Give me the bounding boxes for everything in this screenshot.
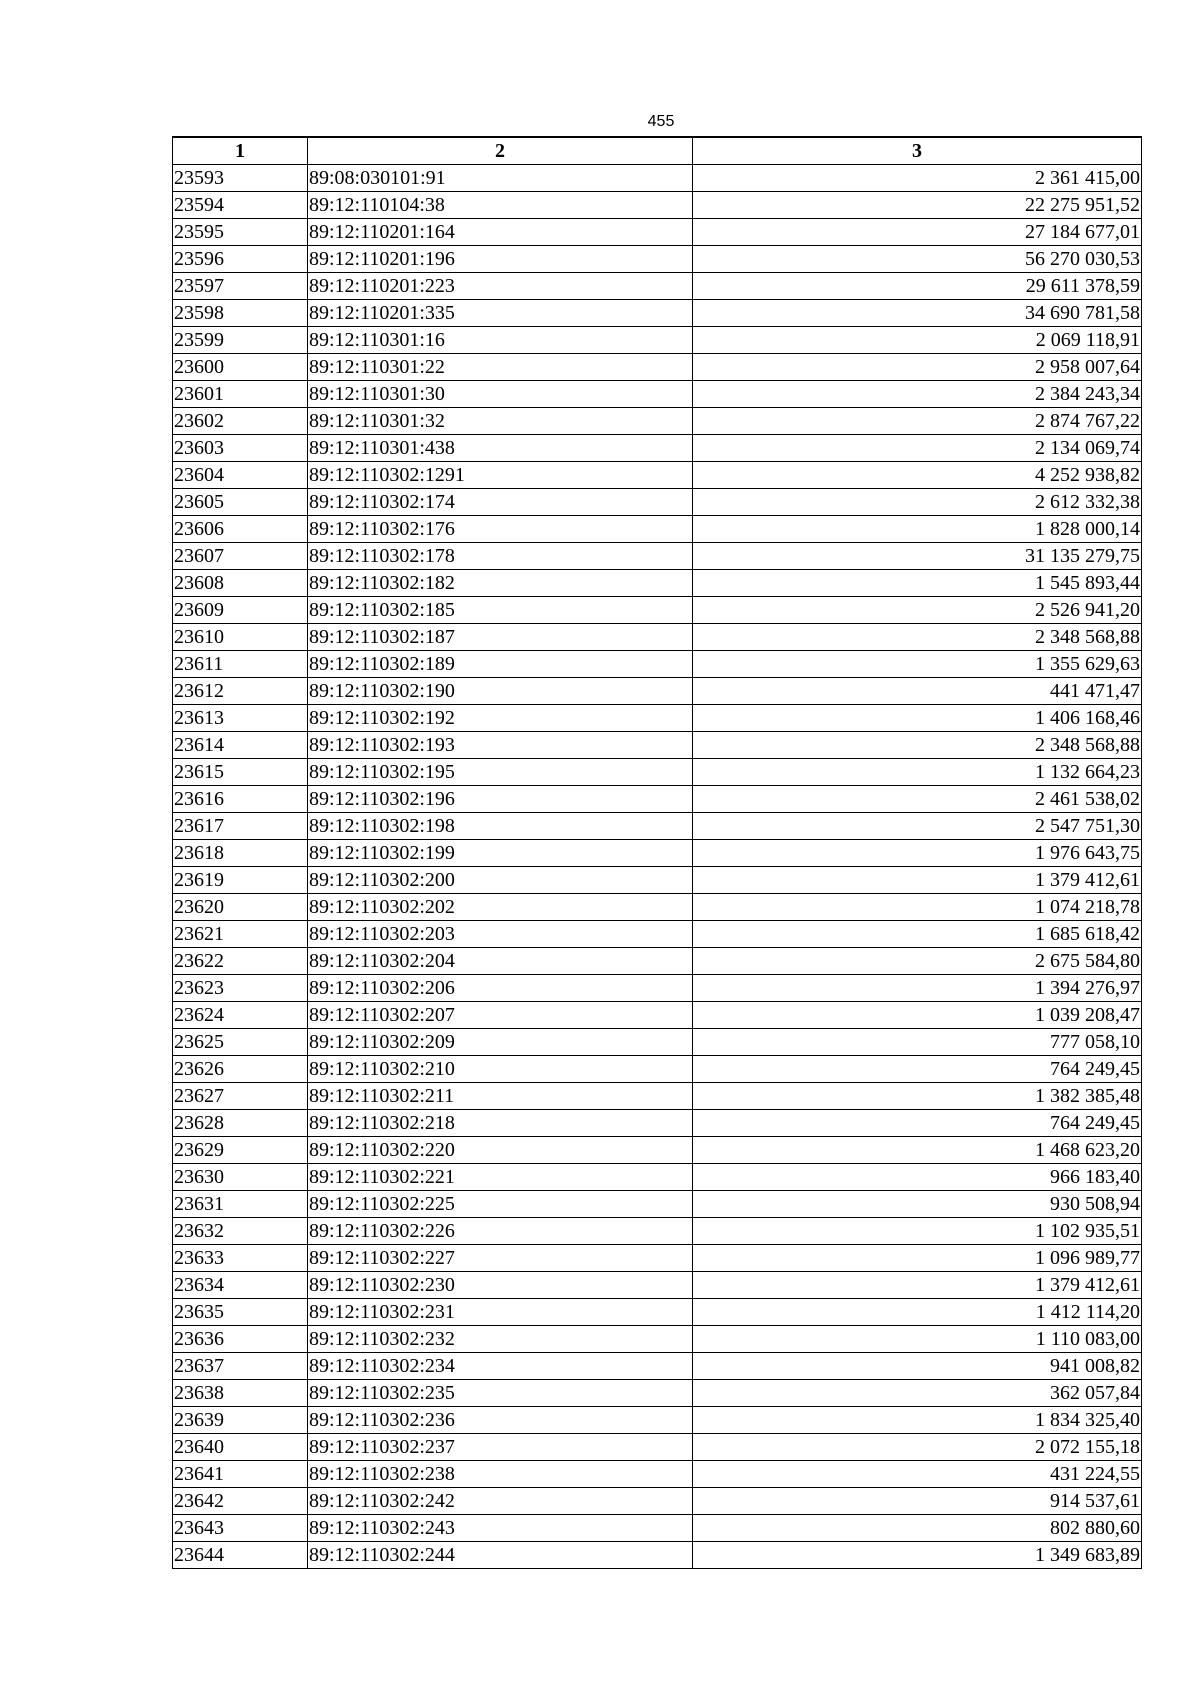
table-row: [173, 543, 1142, 570]
cadastral-value-cell: 2 612 332,38: [693, 489, 1142, 516]
table-row: [173, 624, 1142, 651]
cadastral-number-cell: 89:12:110302:203: [308, 921, 693, 948]
table-row: [173, 219, 1142, 246]
row-number-cell: 23630: [173, 1164, 308, 1191]
table-row: [173, 1461, 1142, 1488]
table-row: [173, 1299, 1142, 1326]
cadastral-number-cell: 89:12:110201:223: [308, 273, 693, 300]
row-number-cell: 23610: [173, 624, 308, 651]
row-number-cell: 23643: [173, 1515, 308, 1542]
row-number-cell: 23625: [173, 1029, 308, 1056]
cadastral-number-cell: 89:12:110201:164: [308, 219, 693, 246]
table-row: [173, 948, 1142, 975]
table-row: [173, 408, 1142, 435]
cadastral-value-cell: 764 249,45: [693, 1056, 1142, 1083]
row-number-cell: 23629: [173, 1137, 308, 1164]
table-row: [173, 192, 1142, 219]
table-row: [173, 1083, 1142, 1110]
cadastral-number-cell: 89:12:110302:207: [308, 1002, 693, 1029]
table-row: [173, 1191, 1142, 1218]
cadastral-number-cell: 89:12:110302:236: [308, 1407, 693, 1434]
cadastral-number-cell: 89:12:110302:210: [308, 1056, 693, 1083]
table-row: [173, 570, 1142, 597]
cadastral-value-cell: 2 461 538,02: [693, 786, 1142, 813]
cadastral-value-cell: 27 184 677,01: [693, 219, 1142, 246]
cadastral-value-cell: 1 394 276,97: [693, 975, 1142, 1002]
cadastral-number-cell: 89:12:110302:200: [308, 867, 693, 894]
cadastral-value-cell: 34 690 781,58: [693, 300, 1142, 327]
table-row: [173, 489, 1142, 516]
table-row: [173, 165, 1142, 192]
row-number-cell: 23637: [173, 1353, 308, 1380]
row-number-cell: 23604: [173, 462, 308, 489]
cadastral-number-cell: 89:12:110302:226: [308, 1218, 693, 1245]
table-row: [173, 1326, 1142, 1353]
cadastral-value-cell: 1 379 412,61: [693, 867, 1142, 894]
row-number-cell: 23626: [173, 1056, 308, 1083]
cadastral-value-cell: 2 348 568,88: [693, 624, 1142, 651]
cadastral-number-cell: 89:12:110302:199: [308, 840, 693, 867]
cadastral-value-cell: 1 412 114,20: [693, 1299, 1142, 1326]
cadastral-value-cell: 362 057,84: [693, 1380, 1142, 1407]
row-number-cell: 23616: [173, 786, 308, 813]
cadastral-number-cell: 89:12:110201:335: [308, 300, 693, 327]
cadastral-value-cell: 764 249,45: [693, 1110, 1142, 1137]
cadastral-value-cell: 1 039 208,47: [693, 1002, 1142, 1029]
table-row: [173, 1137, 1142, 1164]
row-number-cell: 23633: [173, 1245, 308, 1272]
table-row: [173, 867, 1142, 894]
table-row: [173, 840, 1142, 867]
cadastral-number-cell: 89:12:110302:242: [308, 1488, 693, 1515]
cadastral-value-cell: 777 058,10: [693, 1029, 1142, 1056]
row-number-cell: 23602: [173, 408, 308, 435]
table-row: [173, 678, 1142, 705]
row-number-cell: 23615: [173, 759, 308, 786]
cadastral-value-cell: 1 976 643,75: [693, 840, 1142, 867]
cadastral-value-cell: 22 275 951,52: [693, 192, 1142, 219]
cadastral-number-cell: 89:12:110302:218: [308, 1110, 693, 1137]
cadastral-value-cell: 1 828 000,14: [693, 516, 1142, 543]
column-header-1: 1: [173, 137, 308, 165]
table-row: [173, 975, 1142, 1002]
table-row: [173, 246, 1142, 273]
cadastral-number-cell: 89:12:110302:230: [308, 1272, 693, 1299]
cadastral-number-cell: 89:12:110302:231: [308, 1299, 693, 1326]
cadastral-value-cell: 1 685 618,42: [693, 921, 1142, 948]
table-row: [173, 1488, 1142, 1515]
cadastral-number-cell: 89:12:110104:38: [308, 192, 693, 219]
cadastral-number-cell: 89:12:110302:209: [308, 1029, 693, 1056]
cadastral-value-cell: 431 224,55: [693, 1461, 1142, 1488]
cadastral-value-cell: 1 110 083,00: [693, 1326, 1142, 1353]
cadastral-value-cell: 914 537,61: [693, 1488, 1142, 1515]
row-number-cell: 23641: [173, 1461, 308, 1488]
cadastral-value-cell: 2 526 941,20: [693, 597, 1142, 624]
row-number-cell: 23628: [173, 1110, 308, 1137]
table-row: [173, 273, 1142, 300]
row-number-cell: 23593: [173, 165, 308, 192]
cadastral-value-cell: 2 361 415,00: [693, 165, 1142, 192]
cadastral-value-cell: 2 069 118,91: [693, 327, 1142, 354]
cadastral-value-cell: 2 675 584,80: [693, 948, 1142, 975]
cadastral-number-cell: 89:12:110302:237: [308, 1434, 693, 1461]
cadastral-number-cell: 89:12:110302:235: [308, 1380, 693, 1407]
cadastral-number-cell: 89:12:110302:202: [308, 894, 693, 921]
row-number-cell: 23618: [173, 840, 308, 867]
row-number-cell: 23619: [173, 867, 308, 894]
table-row: [173, 300, 1142, 327]
row-number-cell: 23621: [173, 921, 308, 948]
row-number-cell: 23636: [173, 1326, 308, 1353]
cadastral-number-cell: 89:08:030101:91: [308, 165, 693, 192]
cadastral-value-cell: 2 348 568,88: [693, 732, 1142, 759]
cadastral-value-cell: 1 406 168,46: [693, 705, 1142, 732]
table-row: [173, 1110, 1142, 1137]
cadastral-number-cell: 89:12:110302:178: [308, 543, 693, 570]
table-row: [173, 1407, 1142, 1434]
cadastral-number-cell: 89:12:110302:185: [308, 597, 693, 624]
table-row: [173, 1434, 1142, 1461]
row-number-cell: 23623: [173, 975, 308, 1002]
cadastral-number-cell: 89:12:110301:32: [308, 408, 693, 435]
table-row: [173, 732, 1142, 759]
cadastral-number-cell: 89:12:110302:187: [308, 624, 693, 651]
row-number-cell: 23644: [173, 1542, 308, 1569]
cadastral-number-cell: 89:12:110301:30: [308, 381, 693, 408]
row-number-cell: 23632: [173, 1218, 308, 1245]
row-number-cell: 23608: [173, 570, 308, 597]
row-number-cell: 23631: [173, 1191, 308, 1218]
column-header-2: 2: [308, 137, 693, 165]
table-header: [173, 137, 1142, 165]
cadastral-number-cell: 89:12:110302:190: [308, 678, 693, 705]
cadastral-number-cell: 89:12:110302:234: [308, 1353, 693, 1380]
table-row: [173, 1515, 1142, 1542]
row-number-cell: 23605: [173, 489, 308, 516]
cadastral-value-cell: 1 102 935,51: [693, 1218, 1142, 1245]
row-number-cell: 23640: [173, 1434, 308, 1461]
row-number-cell: 23638: [173, 1380, 308, 1407]
table-row: [173, 381, 1142, 408]
table-row: [173, 1542, 1142, 1569]
row-number-cell: 23595: [173, 219, 308, 246]
cadastral-value-cell: 1 074 218,78: [693, 894, 1142, 921]
cadastral-number-cell: 89:12:110301:438: [308, 435, 693, 462]
row-number-cell: 23614: [173, 732, 308, 759]
cadastral-value-cell: 941 008,82: [693, 1353, 1142, 1380]
table-row: [173, 1218, 1142, 1245]
cadastral-number-cell: 89:12:110302:198: [308, 813, 693, 840]
row-number-cell: 23617: [173, 813, 308, 840]
row-number-cell: 23598: [173, 300, 308, 327]
table-row: [173, 354, 1142, 381]
table-row: [173, 1353, 1142, 1380]
cadastral-number-cell: 89:12:110302:195: [308, 759, 693, 786]
table-row: [173, 705, 1142, 732]
cadastral-number-cell: 89:12:110302:176: [308, 516, 693, 543]
cadastral-number-cell: 89:12:110302:225: [308, 1191, 693, 1218]
cadastral-number-cell: 89:12:110302:196: [308, 786, 693, 813]
table-row: [173, 327, 1142, 354]
cadastral-number-cell: 89:12:110301:16: [308, 327, 693, 354]
table-row: [173, 759, 1142, 786]
table-row: [173, 813, 1142, 840]
cadastral-number-cell: 89:12:110301:22: [308, 354, 693, 381]
row-number-cell: 23606: [173, 516, 308, 543]
table-row: [173, 1272, 1142, 1299]
cadastral-number-cell: 89:12:110302:182: [308, 570, 693, 597]
column-header-3: 3: [693, 137, 1142, 165]
cadastral-number-cell: 89:12:110302:1291: [308, 462, 693, 489]
cadastral-value-cell: 4 252 938,82: [693, 462, 1142, 489]
row-number-cell: 23639: [173, 1407, 308, 1434]
cadastral-number-cell: 89:12:110302:221: [308, 1164, 693, 1191]
cadastral-value-cell: 1 349 683,89: [693, 1542, 1142, 1569]
cadastral-number-cell: 89:12:110302:227: [308, 1245, 693, 1272]
row-number-cell: 23634: [173, 1272, 308, 1299]
cadastral-value-cell: 930 508,94: [693, 1191, 1142, 1218]
table-row: [173, 462, 1142, 489]
cadastral-value-cell: 1 834 325,40: [693, 1407, 1142, 1434]
cadastral-number-cell: 89:12:110302:192: [308, 705, 693, 732]
table-row: [173, 516, 1142, 543]
row-number-cell: 23600: [173, 354, 308, 381]
table-row: [173, 1002, 1142, 1029]
row-number-cell: 23620: [173, 894, 308, 921]
cadastral-number-cell: 89:12:110302:204: [308, 948, 693, 975]
row-number-cell: 23611: [173, 651, 308, 678]
cadastral-value-cell: 2 958 007,64: [693, 354, 1142, 381]
table-row: [173, 1245, 1142, 1272]
row-number-cell: 23596: [173, 246, 308, 273]
cadastral-value-cell: 1 355 629,63: [693, 651, 1142, 678]
cadastral-number-cell: 89:12:110302:232: [308, 1326, 693, 1353]
row-number-cell: 23597: [173, 273, 308, 300]
cadastral-value-cell: 441 471,47: [693, 678, 1142, 705]
header-row: [173, 137, 1142, 165]
cadastral-number-cell: 89:12:110302:206: [308, 975, 693, 1002]
cadastral-value-cell: 1 468 623,20: [693, 1137, 1142, 1164]
row-number-cell: 23642: [173, 1488, 308, 1515]
cadastral-number-cell: 89:12:110201:196: [308, 246, 693, 273]
row-number-cell: 23613: [173, 705, 308, 732]
cadastral-value-cell: 2 384 243,34: [693, 381, 1142, 408]
cadastral-value-cell: 1 545 893,44: [693, 570, 1142, 597]
row-number-cell: 23627: [173, 1083, 308, 1110]
cadastral-value-cell: 1 096 989,77: [693, 1245, 1142, 1272]
table-body: [173, 165, 1142, 1569]
cadastral-number-cell: 89:12:110302:193: [308, 732, 693, 759]
row-number-cell: 23624: [173, 1002, 308, 1029]
row-number-cell: 23599: [173, 327, 308, 354]
table-row: [173, 597, 1142, 624]
cadastral-value-cell: 2 072 155,18: [693, 1434, 1142, 1461]
table-row: [173, 1029, 1142, 1056]
cadastral-number-cell: 89:12:110302:189: [308, 651, 693, 678]
cadastral-value-cell: 1 379 412,61: [693, 1272, 1142, 1299]
table-row: [173, 1056, 1142, 1083]
cadastral-number-cell: 89:12:110302:220: [308, 1137, 693, 1164]
row-number-cell: 23622: [173, 948, 308, 975]
cadastral-value-cell: 2 134 069,74: [693, 435, 1142, 462]
table-row: [173, 1164, 1142, 1191]
cadastral-value-cell: 2 874 767,22: [693, 408, 1142, 435]
row-number-cell: 23609: [173, 597, 308, 624]
cadastral-number-cell: 89:12:110302:174: [308, 489, 693, 516]
cadastral-value-cell: 31 135 279,75: [693, 543, 1142, 570]
cadastral-number-cell: 89:12:110302:244: [308, 1542, 693, 1569]
cadastral-value-cell: 966 183,40: [693, 1164, 1142, 1191]
cadastral-value-cell: 1 132 664,23: [693, 759, 1142, 786]
row-number-cell: 23603: [173, 435, 308, 462]
table-row: [173, 435, 1142, 462]
row-number-cell: 23612: [173, 678, 308, 705]
table-row: [173, 651, 1142, 678]
page-number: 455: [647, 113, 675, 130]
row-number-cell: 23635: [173, 1299, 308, 1326]
cadastral-value-cell: 56 270 030,53: [693, 246, 1142, 273]
table-row: [173, 894, 1142, 921]
cadastral-value-table: [172, 136, 1142, 1569]
cadastral-number-cell: 89:12:110302:211: [308, 1083, 693, 1110]
cadastral-value-cell: 29 611 378,59: [693, 273, 1142, 300]
cadastral-number-cell: 89:12:110302:238: [308, 1461, 693, 1488]
cadastral-number-cell: 89:12:110302:243: [308, 1515, 693, 1542]
cadastral-value-cell: 2 547 751,30: [693, 813, 1142, 840]
table-row: [173, 921, 1142, 948]
row-number-cell: 23601: [173, 381, 308, 408]
cadastral-value-cell: 1 382 385,48: [693, 1083, 1142, 1110]
row-number-cell: 23607: [173, 543, 308, 570]
cadastral-value-cell: 802 880,60: [693, 1515, 1142, 1542]
table-row: [173, 786, 1142, 813]
table-row: [173, 1380, 1142, 1407]
row-number-cell: 23594: [173, 192, 308, 219]
